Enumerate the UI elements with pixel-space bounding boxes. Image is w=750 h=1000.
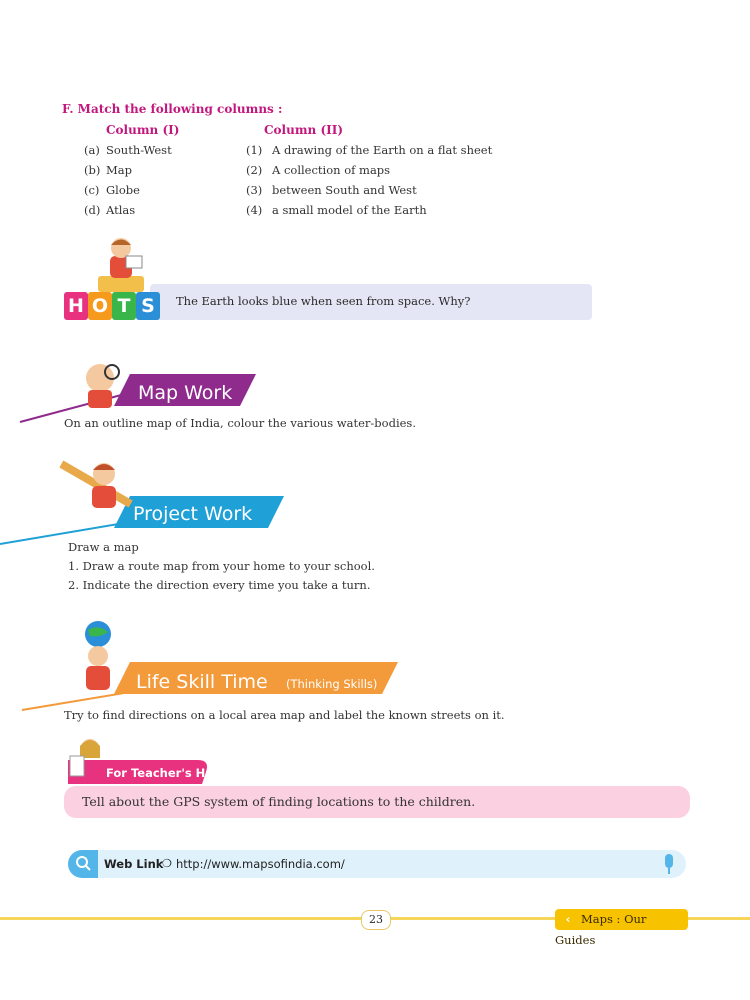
hots-letter-s: S [136,292,160,320]
page-number: 23 [361,910,391,930]
col1-item-d: (d) Atlas [84,203,136,217]
web-link-url[interactable]: http://www.mapsofindia.com/ [176,857,345,871]
hots-letter-t: T [112,292,136,320]
map-work-text: On an outline map of India, colour the various water-bodies. [64,416,416,430]
project-work-intro: Draw a map [68,540,139,554]
boy-reading-illustration [92,234,152,296]
col2-item-2: (2) A collection of maps [246,163,391,177]
microphone-icon[interactable] [662,852,676,876]
life-skill-text: Try to find directions on a local area map and label the known streets on it. [64,708,505,722]
search-icon [68,850,98,878]
web-link-search-button[interactable] [68,850,98,878]
life-skill-title: Life Skill Time [136,671,268,693]
teacher-help-tag: For Teacher's Help [106,766,226,780]
project-work-item-2: 2. Indicate the direction every time you take a turn. [68,578,371,592]
map-work-title: Map Work [138,382,233,404]
project-work-item-1: 1. Draw a route map from your home to your school. [68,559,375,573]
hots-letter-o: O [88,292,112,320]
life-skill-subtitle: (Thinking Skills) [286,677,378,691]
hots-letter-h: H [64,292,88,320]
col1-item-c: (c) Globe [84,183,140,197]
col2-item-1: (1) A drawing of the Earth on a flat sheet [246,143,493,157]
exercise-f-title: F. Match the following columns : [62,102,283,116]
web-link-bullet: ❍ [162,857,172,870]
col2-item-3: (3) between South and West [246,183,417,197]
column-2-header: Column (II) [264,123,344,137]
teacher-help-text: Tell about the GPS system of finding locations to the children. [82,794,476,809]
col2-item-4: (4) a small model of the Earth [246,203,427,217]
col1-item-b: (b) Map [84,163,132,177]
project-work-title: Project Work [133,503,253,525]
hots-logo [64,292,160,322]
chevron-left-icon: ‹ [565,912,571,926]
chapter-tag[interactable]: ‹ Maps : Our Guides [555,909,688,930]
col1-item-a: (a) South-West [84,143,172,157]
web-link-label: Web Link [104,857,164,871]
teacher-help-tag-shape [64,738,214,788]
life-skill-banner [0,620,420,715]
column-1-header: Column (I) [106,123,180,137]
hots-question: The Earth looks blue when seen from space. Why? [176,294,471,308]
